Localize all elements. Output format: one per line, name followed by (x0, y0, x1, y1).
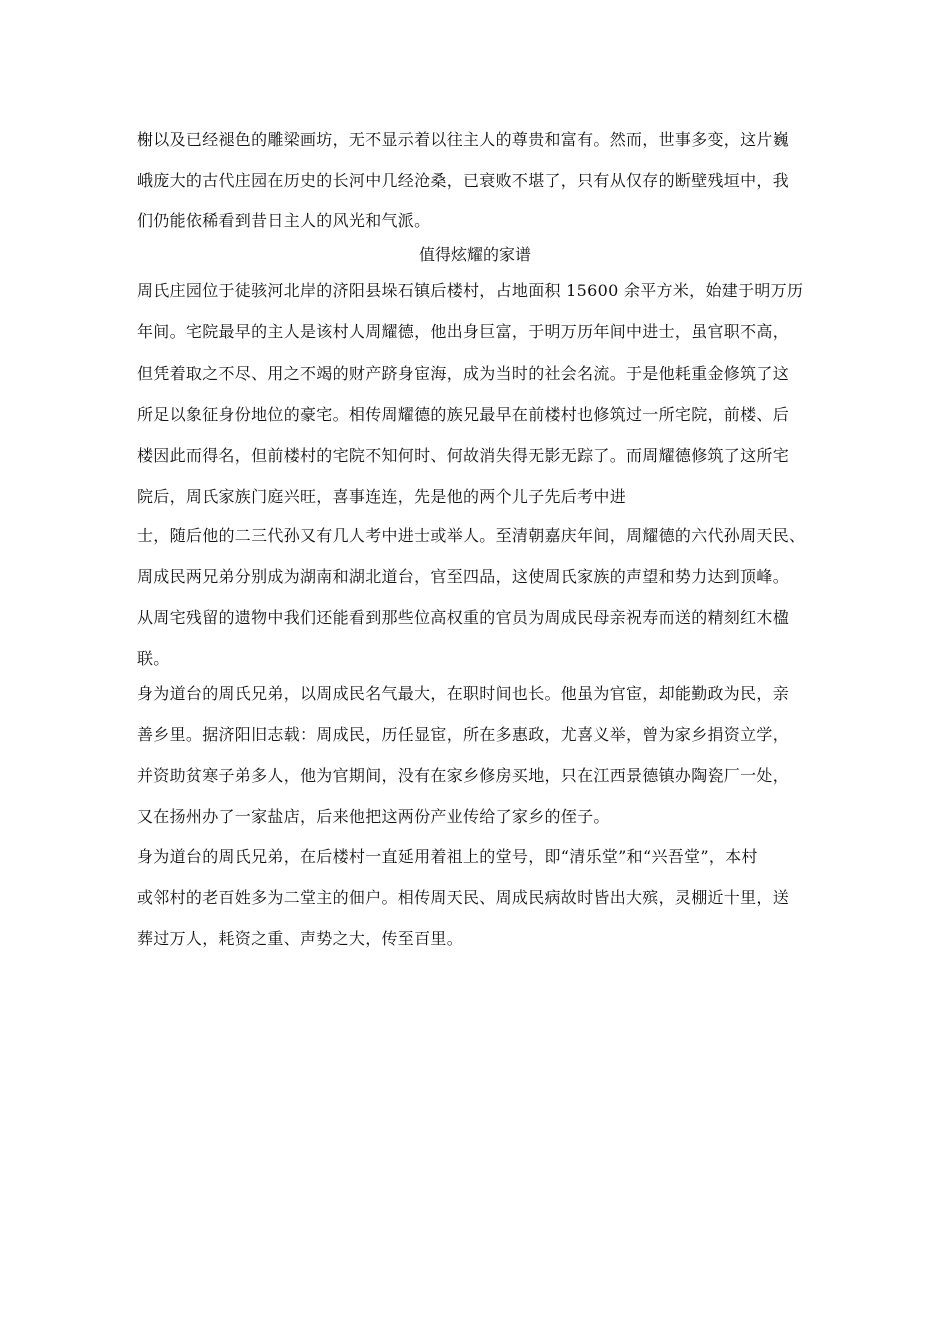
text-line: 身为道台的周氏兄弟，在后楼村一直延用着祖上的堂号，即“清乐堂”和“兴吾堂”，本村 (137, 847, 758, 866)
text-line: 葬过万人，耗资之重、声势之大，传至百里。 (137, 929, 464, 948)
text-line: 年间。宅院最早的主人是该村人周耀德，他出身巨富，于明万历年间中进士，虽官职不高， (137, 322, 790, 341)
text-line: 峨庞大的古代庄园在历史的长河中几经沧桑，已衰败不堪了，只有从仅存的断壁残垣中，我 (137, 171, 790, 190)
text-line: 身为道台的周氏兄弟，以周成民名气最大，在职时间也长。他虽为官宦，却能勤政为民，亲 (137, 684, 790, 703)
text-line: 周成民两兄弟分别成为湖南和湖北道台，官至四品，这使周氏家族的声望和势力达到顶峰。 (137, 567, 790, 586)
text-line: 院后，周氏家族门庭兴旺，喜事连连，先是他的两个儿子先后考中进 (137, 487, 627, 506)
section-title: 值得炫耀的家谱 (418, 245, 531, 264)
text-line: 联。 (137, 649, 170, 668)
text-line: 并资助贫寒子弟多人，他为官期间，没有在家乡修房买地，只在江西景德镇办陶瓷厂一处， (137, 766, 790, 785)
text-line: 们仍能依稀看到昔日主人的风光和气派。 (137, 211, 431, 230)
text-line: 又在扬州办了一家盐店，后来他把这两份产业传给了家乡的侄子。 (137, 807, 610, 826)
text-line: 周氏庄园位于徒骇河北岸的济阳县垛石镇后楼村，占地面积 15600 余平方米，始建于明万历 (137, 281, 804, 300)
text-line: 榭以及已经褪色的雕梁画坊，无不显示着以往主人的尊贵和富有。然而，世事多变，这片巍 (137, 130, 790, 149)
text-line: 士，随后他的二三代孙又有几人考中进士或举人。至清朝嘉庆年间，周耀德的六代孙周天民、 (137, 526, 806, 545)
text-line: 从周宅残留的遗物中我们还能看到那些位高权重的官员为周成民母亲祝寿而送的精刻红木楹 (137, 608, 790, 627)
text-line: 所足以象征身份地位的豪宅。相传周耀德的族兄最早在前楼村也修筑过一所宅院，前楼、后 (137, 405, 790, 424)
text-line: 楼因此而得名，但前楼村的宅院不知何时、何故消失得无影无踪了。而周耀德修筑了这所宅 (137, 446, 790, 465)
text-line: 但凭着取之不尽、用之不竭的财产跻身宦海，成为当时的社会名流。于是他耗重金修筑了这 (137, 364, 790, 383)
text-line: 善乡里。据济阳旧志载：周成民，历任显宦，所在多惠政，尤喜义举，曾为家乡捐资立学， (137, 725, 790, 744)
text-line: 或邻村的老百姓多为二堂主的佃户。相传周天民、周成民病故时皆出大殡，灵棚近十里，送 (137, 888, 790, 907)
